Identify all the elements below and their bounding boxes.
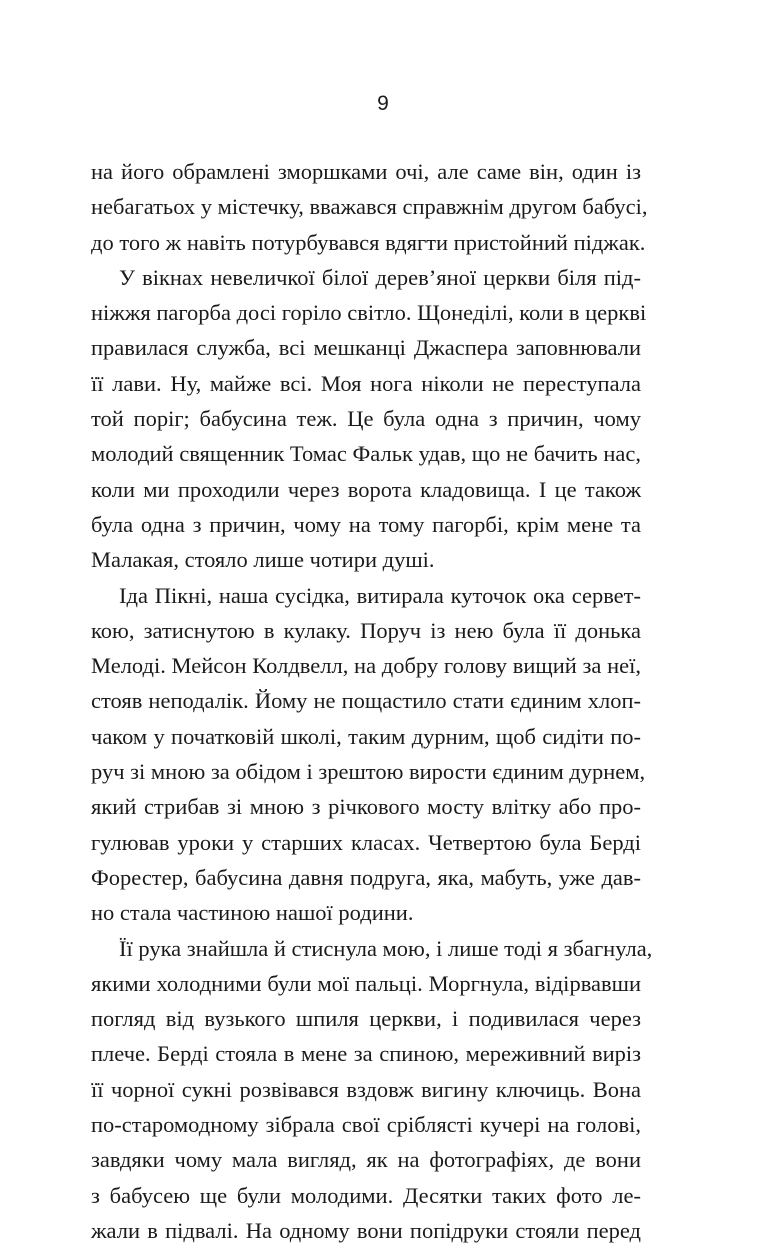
text-line: завдяки чому мала вигляд, як на фотографіях, де вони (91, 1147, 641, 1173)
text-line: стояв неподалік. Йому не пощастило стати єдиним хлоп- (91, 688, 641, 714)
text-line: Мелоді. Мейсон Колдвелл, на добру голову вищий за неї, (91, 653, 641, 679)
page-number: 9 (377, 92, 389, 115)
text-line: погляд від вузького шпиля церкви, і подивилася через (91, 1006, 641, 1032)
text-line: плече. Берді стояла в мене за спиною, мереживний виріз (91, 1041, 641, 1067)
text-line: якими холодними були мої пальці. Моргнула, відірвавши (91, 970, 641, 996)
text-line: з бабусею ще були молодими. Десятки таких фото ле- (91, 1182, 641, 1208)
text-line: той поріг; бабусина теж. Це була одна з причин, чому (91, 406, 641, 432)
text-line: Малакая, стояло лише чотири душі. (91, 547, 435, 573)
text-line: її чорної сукні розвівався вздовж вигину ключиць. Вона (91, 1076, 641, 1102)
text-line: У вікнах невеличкої білої дерев’яної церкви біля під- (119, 264, 641, 290)
text-line: який стрибав зі мною з річкового мосту влітку або про- (91, 794, 641, 820)
text-line: гулював уроки у старших класах. Четвертою була Берді (91, 829, 641, 855)
text-line: коли ми проходили через ворота кладовища. І це також (91, 476, 641, 502)
text-line: кою, затиснутою в кулаку. Поруч із нею була її донька (91, 617, 641, 643)
text-line: молодий священник Томас Фальк удав, що не бачить нас, (91, 441, 641, 467)
body-text (91, 154, 653, 1248)
text-line: на його обрамлені зморшками очі, але саме він, один із (91, 159, 641, 184)
text-line: правилася служба, всі мешканці Джаспера заповнювали (91, 335, 641, 361)
text-line: но стала частиною нашої родини. (91, 900, 414, 926)
text-line: по-старомодному зібрала свої сріблясті кучері на голові, (91, 1112, 641, 1138)
text-line: руч зі мною за обідом і зрештою вирости єдиним дурнем, (91, 759, 646, 785)
text-line: до того ж навіть потурбувався вдягти пристойний піджак. (91, 229, 646, 255)
text-line: жали в підвалі. На одному вони попідруки стояли перед (91, 1217, 641, 1243)
text-line: Форестер, бабусина давня подруга, яка, мабуть, уже дав- (91, 864, 641, 890)
text-line: чаком у початковій школі, таким дурним, щоб сидіти по- (91, 723, 641, 749)
text-line: небагатьох у містечку, вважався справжнім другом бабусі, (91, 194, 648, 220)
text-line: Іда Пікні, наша сусідка, витирала куточок ока сервет- (119, 582, 641, 608)
text-line: була одна з причин, чому на тому пагорбі, крім мене та (91, 511, 641, 537)
text-line: Її рука знайшла й стиснула мою, і лише тоді я збагнула, (119, 935, 653, 961)
text-line: ніжжя пагорба досі горіло світло. Щонеділі, коли в церкві (91, 300, 647, 326)
text-line: її лави. Ну, майже всі. Моя нога ніколи не переступала (91, 370, 641, 396)
